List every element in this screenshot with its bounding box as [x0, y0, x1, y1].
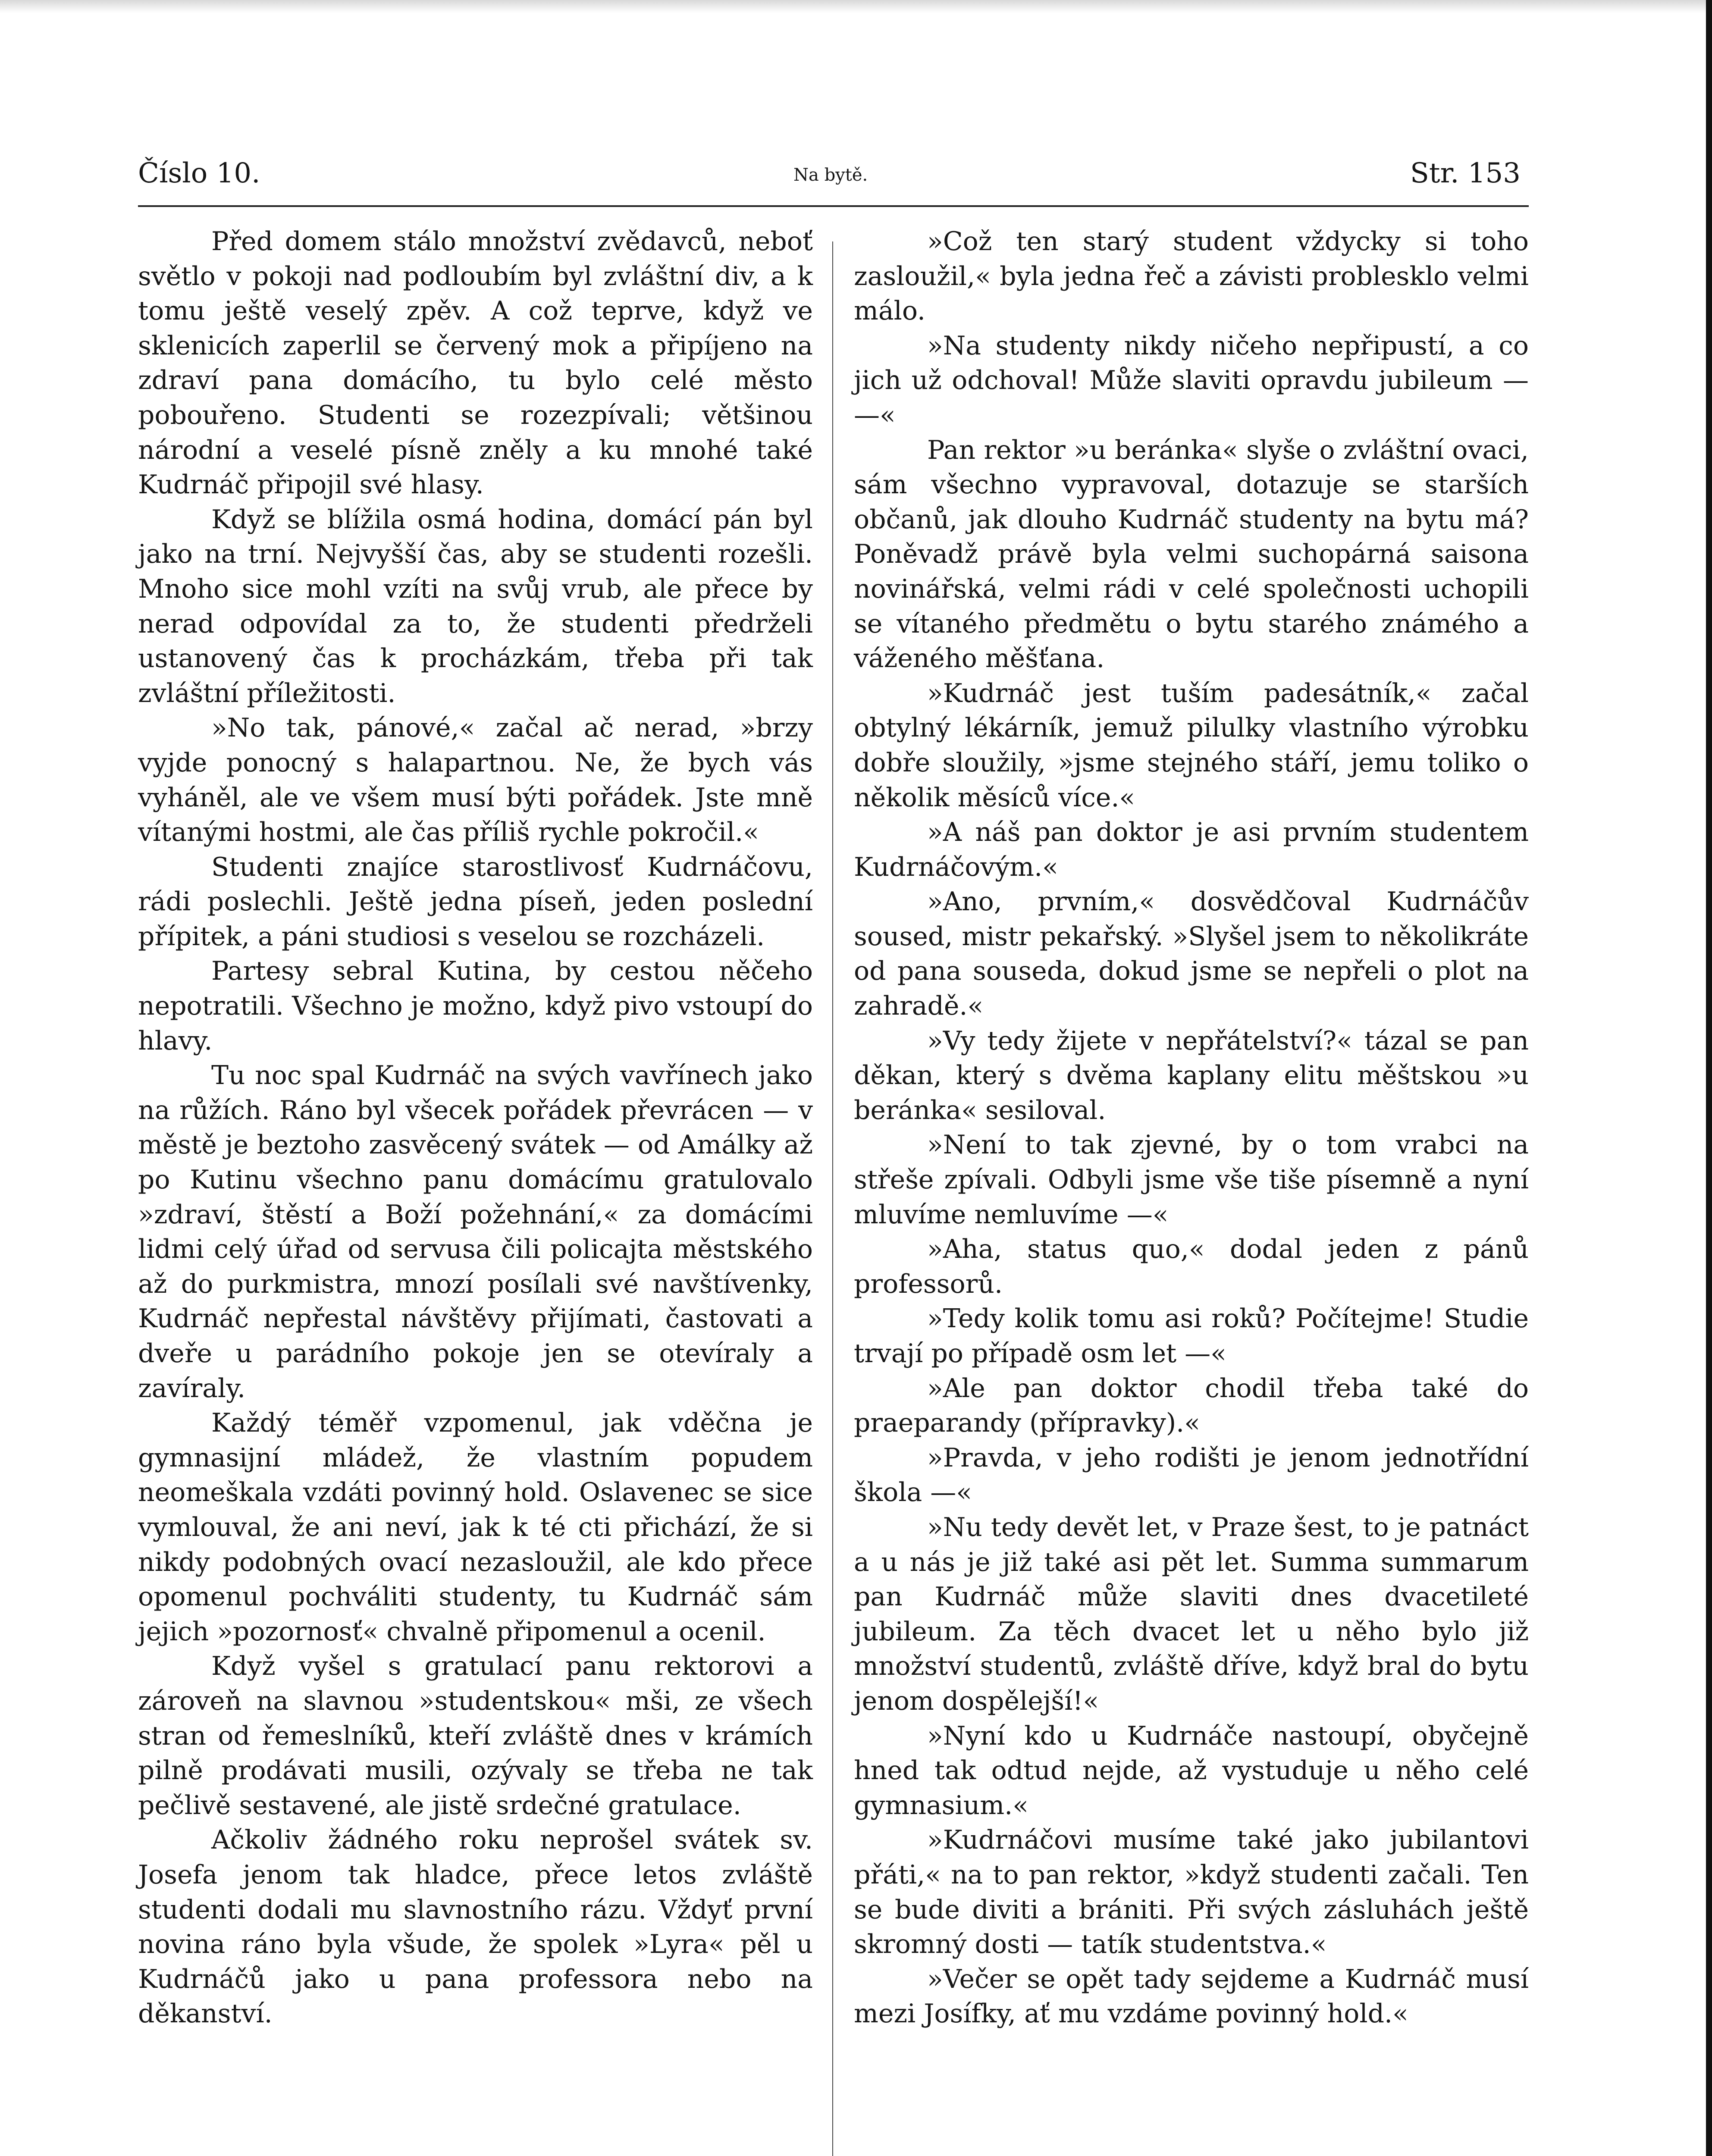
- running-header: [0, 157, 1712, 209]
- paragraph: »Ale pan doktor chodil třeba také do praeparandy (přípravky).«: [854, 1373, 1529, 1438]
- paragraph: Každý téměř vzpomenul, jak vděčna je gymnasijní mládež, že vlastním popudem neomeškala vzdáti povinný hold. Oslavenec se sice vymlouval, že ani neví, jak k té cti přichází, že si nikdy podobných ovací nezasloužil, ale kdo přece opomenul pochváliti studenty, tu Kudrnáč sám jejich »pozornosť« chvalně připomenul a ocenil.: [138, 1408, 813, 1647]
- issue-number: Číslo 10.: [138, 157, 260, 189]
- paragraph: »Ano, prvním,« dosvědčoval Kudrnáčův soused, mistr pekařský. »Slyšel jsem to několikráte od pana souseda, dokud jsme se nepřeli o plot na zahradě.«: [854, 887, 1529, 1022]
- paragraph: Když se blížila osmá hodina, domácí pán byl jako na trní. Nejvyšší čas, aby se studenti rozešli. Mnoho sice mohl vzíti na svůj vrub, ale přece by nerad odpovídal za to, že studenti předrželi ustanovený čas k procházkám, třeba při tak zvláštní příležitosti.: [138, 504, 813, 708]
- paragraph: »Nu tedy devět let, v Praze šest, to je patnáct a u nás je již také asi pět let. Summa summarum pan Kudrnáč může slaviti dnes dvacetileté jubileum. Za těch dvacet let u něho bylo již množství studentů, zvláště dříve, když bral do bytu jenom dospělejší!«: [854, 1512, 1529, 1716]
- paragraph: Studenti znajíce starostlivosť Kudrnáčovu, rádi poslechli. Ještě jedna píseň, jeden poslední přípitek, a páni studiosi s veselou se rozcházeli.: [138, 852, 813, 952]
- paragraph: »A náš pan doktor je asi prvním studentem Kudrnáčovým.«: [854, 817, 1529, 882]
- paragraph: Pan rektor »u beránka« slyše o zvláštní ovaci, sám všechno vypravoval, dotazuje se starších občanů, jak dlouho Kudrnáč studenty na bytu má? Poněvadž právě byla velmi suchopárná saisona novinářská, velmi rádi v celé společnosti uchopili se vítaného předmětu o bytu starého známého a váženého měšťana.: [854, 435, 1529, 674]
- paragraph: »Nyní kdo u Kudrnáče nastoupí, obyčejně hned tak odtud nejde, až vystuduje u něho celé gymnasium.«: [854, 1720, 1529, 1821]
- paragraph: Před domem stálo množství zvědavců, neboť světlo v pokoji nad podloubím byl zvláštní div, a k tomu ještě veselý zpěv. A což teprve, když ve sklenicích zaperlil se červený mok a připíjeno na zdraví pana domácího, tu bylo celé město pobouřeno. Studenti se rozezpívali; většinou národní a veselé písně zněly a ku mnohé také Kudrnáč připojil své hlasy.: [138, 226, 813, 500]
- column-divider: [832, 241, 833, 2156]
- paragraph: »No tak, pánové,« začal ač nerad, »brzy vyjde ponocný s halapartnou. Ne, že bych vás vyháněl, ale ve všem musí býti pořádek. Jste mně vítanými hostmi, ale čas příliš rychle pokročil.«: [138, 713, 813, 848]
- paragraph: »Není to tak zjevné, by o tom vrabci na střeše zpívali. Odbyli jsme vše tiše písemně a nyní mluvíme nemluvíme —«: [854, 1130, 1529, 1230]
- section-title: Na bytě.: [793, 165, 868, 185]
- page-number: Str. 153: [1410, 157, 1521, 189]
- paragraph: »Pravda, v jeho rodišti je jenom jednotřídní škola —«: [854, 1442, 1529, 1508]
- left-column: [138, 224, 813, 2031]
- paragraph: »Kudrnáč jest tuším padesátník,« začal obtylný lékárník, jemuž pilulky vlastního výrobku dobře sloužily, »jsme stejného stáří, jemu toliko o několik měsíců více.«: [854, 678, 1529, 813]
- paragraph: »Tedy kolik tomu asi roků? Počítejme! Studie trvají po případě osm let —«: [854, 1304, 1529, 1369]
- paragraph: »Večer se opět tady sejdeme a Kudrnáč musí mezi Josífky, ať mu vzdáme povinný hold.«: [854, 1964, 1529, 2029]
- right-column: [854, 224, 1529, 2031]
- paragraph: »Kudrnáčovi musíme také jako jubilantovi přáti,« na to pan rektor, »když studenti začali. Ten se bude diviti a brániti. Při svých zásluhách ještě skromný dosti — tatík studentstva.«: [854, 1825, 1529, 1960]
- paragraph: Ačkoliv žádného roku neprošel svátek sv. Josefa jenom tak hladce, přece letos zvláště studenti dodali mu slavnostního rázu. Vždyť první novina ráno byla všude, že spolek »Lyra« pěl u Kudrnáčů jako u pana professora nebo na děkanství.: [138, 1825, 813, 2029]
- header-rule: [138, 205, 1529, 207]
- paragraph: »Na studenty nikdy ničeho nepřipustí, a co jich už odchoval! Může slaviti opravdu jubileum — —«: [854, 330, 1529, 430]
- paragraph: »Vy tedy žijete v nepřátelství?« tázal se pan děkan, který s dvěma kaplany elitu měštskou »u beránka« sesiloval.: [854, 1025, 1529, 1125]
- scan-right-edge: [1706, 0, 1712, 2156]
- paragraph: Když vyšel s gratulací panu rektorovi a zároveň na slavnou »studentskou« mši, ze všech stran od řemeslníků, kteří zvláště dnes v krámích pilně prodávati musili, ozývaly se třeba ne tak pečlivě sestavené, ale jistě srdečné gratulace.: [138, 1651, 813, 1821]
- paragraph: »Což ten starý student vždycky si toho zasloužil,« byla jedna řeč a závisti problesklo velmi málo.: [854, 226, 1529, 326]
- paragraph: Tu noc spal Kudrnáč na svých vavřínech jako na růžích. Ráno byl všecek pořádek převrácen — v městě je beztoho zasvěcený svátek — od Amálky až po Kutinu všechno panu domácímu gratulovalo »zdraví, štěstí a Boží požehnání,« za domácími lidmi celý úřad od servusa čili policajta městského až do purkmistra, mnozí posílali své navštívenky, Kudrnáč nepřestal návštěvy přijímati, častovati a dveře u parádního pokoje jen se otevíraly a zavíraly.: [138, 1060, 813, 1404]
- scan-top-edge: [0, 0, 1712, 13]
- paragraph: »Aha, status quo,« dodal jeden z pánů professorů.: [854, 1234, 1529, 1299]
- paragraph: Partesy sebral Kutina, by cestou něčeho nepotratili. Všechno je možno, když pivo vstoupí do hlavy.: [138, 956, 813, 1056]
